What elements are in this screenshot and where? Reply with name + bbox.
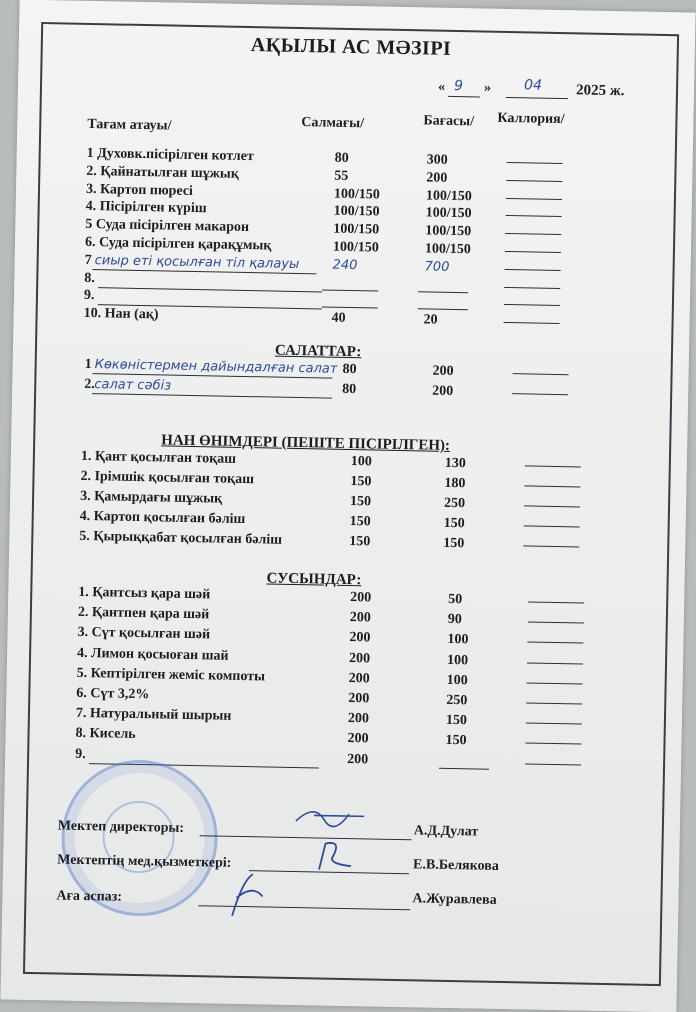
item-weight: 200 bbox=[349, 630, 371, 646]
item-name: 7. Натуральный шырын bbox=[75, 706, 232, 724]
item-price: 100/150 bbox=[425, 188, 473, 204]
item-weight: 200 bbox=[347, 711, 370, 727]
item-price: 100 bbox=[447, 632, 469, 648]
item-weight: 40 bbox=[331, 310, 346, 327]
medic-label: Мектептің мед.қызметкері: bbox=[57, 852, 232, 871]
item-handwritten-name: салат сәбіз bbox=[94, 377, 172, 394]
item-price: 20 bbox=[423, 312, 438, 328]
item-name: 1 bbox=[84, 356, 92, 373]
drinks-title: СУСЫНДАР: bbox=[266, 570, 362, 589]
item-price: 300 bbox=[426, 152, 448, 168]
item-name: 3. Сүт қосылған шәй bbox=[77, 625, 211, 643]
item-weight: 100/150 bbox=[333, 221, 380, 238]
director-label: Мектеп директоры: bbox=[57, 818, 185, 836]
item-name: 2. bbox=[84, 376, 95, 393]
item-name: 2. Ірімшік қосылған тоқаш bbox=[80, 468, 255, 488]
item-name: 1 Духовк.пісірілген котлет bbox=[86, 145, 254, 165]
item-weight: 100 bbox=[350, 454, 372, 470]
item-handwritten-name: сиыр еті қосылған тіл қалауы bbox=[94, 252, 300, 272]
item-weight: 150 bbox=[349, 514, 371, 530]
chef-name: А.Журавлева bbox=[412, 891, 497, 908]
date-open-quote: « bbox=[437, 79, 446, 95]
date-year: 2025 ж. bbox=[575, 82, 625, 100]
item-name: 6. Суда пісірілген қарақұмық bbox=[84, 234, 272, 254]
item-weight: 80 bbox=[342, 361, 357, 378]
chef-signature bbox=[222, 870, 273, 921]
item-name: 3. Картоп пюресі bbox=[85, 181, 194, 199]
item-weight: 150 bbox=[349, 534, 371, 550]
item-price: 200 bbox=[426, 170, 448, 186]
item-weight: 80 bbox=[334, 150, 349, 166]
header-weight: Салмағы/ bbox=[301, 115, 365, 132]
item-weight: 240 bbox=[332, 257, 358, 273]
item-weight: 150 bbox=[350, 474, 372, 490]
item-price: 250 bbox=[446, 692, 468, 709]
item-weight: 80 bbox=[342, 381, 357, 398]
item-price: 100/150 bbox=[424, 241, 471, 258]
item-price: 100/150 bbox=[425, 205, 472, 222]
item-name: 9. bbox=[83, 288, 95, 304]
header-name: Тағам атауы/ bbox=[87, 116, 172, 134]
item-weight: 150 bbox=[349, 494, 372, 510]
item-price: 130 bbox=[444, 455, 466, 472]
item-name: 4. Пісірілген күріш bbox=[85, 199, 207, 217]
item-name: 8. bbox=[84, 270, 95, 286]
item-weight: 100/150 bbox=[333, 204, 380, 220]
item-weight: 200 bbox=[348, 650, 371, 667]
salads-title: САЛАТТАР: bbox=[274, 342, 362, 361]
item-weight: 200 bbox=[348, 691, 370, 707]
header-price: Бағасы/ bbox=[423, 113, 475, 130]
medic-signature bbox=[311, 837, 362, 874]
item-price: 200 bbox=[432, 383, 454, 399]
director-signature bbox=[294, 801, 375, 833]
chef-label: Аға аспаз: bbox=[56, 888, 123, 905]
item-weight: 55 bbox=[334, 168, 349, 184]
item-name: 8. Кисель bbox=[75, 726, 136, 743]
item-name: 5. Қырыққабат қосылған бәліш bbox=[79, 528, 283, 548]
date-month: 04 bbox=[523, 77, 543, 94]
item-price: 150 bbox=[443, 535, 465, 552]
item-name: 5. Кептірілген жеміс компоты bbox=[76, 665, 266, 685]
item-name: 4. Лимон қосыоған шай bbox=[76, 645, 229, 664]
director-name: А.Д.Дулат bbox=[413, 823, 479, 840]
date-day: 9 bbox=[453, 77, 464, 95]
date-close-quote: » bbox=[483, 80, 492, 96]
item-price: 250 bbox=[443, 495, 466, 512]
item-price: 180 bbox=[444, 475, 466, 492]
item-name: 1. Қант қосылған тоқаш bbox=[80, 448, 237, 467]
item-price: 150 bbox=[445, 713, 468, 729]
item-weight: 100/150 bbox=[333, 186, 381, 203]
item-weight: 200 bbox=[347, 731, 369, 747]
item-name: 3. Қамырдағы шұжық bbox=[79, 488, 223, 507]
item-name: 9. bbox=[75, 746, 86, 762]
item-price: 100 bbox=[446, 652, 469, 668]
item-price: 100 bbox=[446, 672, 468, 689]
item-name: 7 bbox=[84, 252, 92, 268]
item-name: 10. Нан (ақ) bbox=[83, 306, 159, 323]
item-weight: 200 bbox=[346, 751, 369, 768]
item-name: 4. Картоп қосылған бәліш bbox=[79, 508, 246, 528]
item-price: 200 bbox=[432, 363, 454, 380]
page-title: АҚЫЛЫ АС МӘЗІРІ bbox=[250, 34, 452, 60]
item-price: 150 bbox=[443, 515, 465, 532]
item-name: 2. Қайнатылған шұжық bbox=[86, 163, 239, 182]
bakery-title: НАН ӨНІМДЕРІ (ПЕШТЕ ПІСІРІЛГЕН): bbox=[161, 432, 451, 454]
item-handwritten-name: Көкөністермен дайындалған салат bbox=[94, 357, 338, 377]
item-name: 2. Қантпен қара шәй bbox=[77, 605, 210, 623]
item-name: 5 Суда пісірілген макарон bbox=[85, 217, 250, 236]
item-name: 6. Сүт 3,2% bbox=[76, 685, 150, 703]
item-weight: 100/150 bbox=[332, 239, 379, 256]
item-weight: 200 bbox=[348, 670, 370, 687]
item-price: 700 bbox=[424, 259, 450, 275]
item-price: 50 bbox=[448, 591, 463, 608]
header-calories: Каллория/ bbox=[497, 110, 565, 128]
item-weight: 200 bbox=[349, 610, 371, 626]
item-name: 1. Қантсыз қара шәй bbox=[78, 584, 211, 603]
item-price: 100/150 bbox=[425, 223, 472, 240]
item-price: 90 bbox=[447, 612, 462, 628]
medic-name: Е.В.Белякова bbox=[412, 857, 499, 874]
item-price: 150 bbox=[445, 733, 467, 749]
item-weight: 200 bbox=[350, 590, 372, 606]
